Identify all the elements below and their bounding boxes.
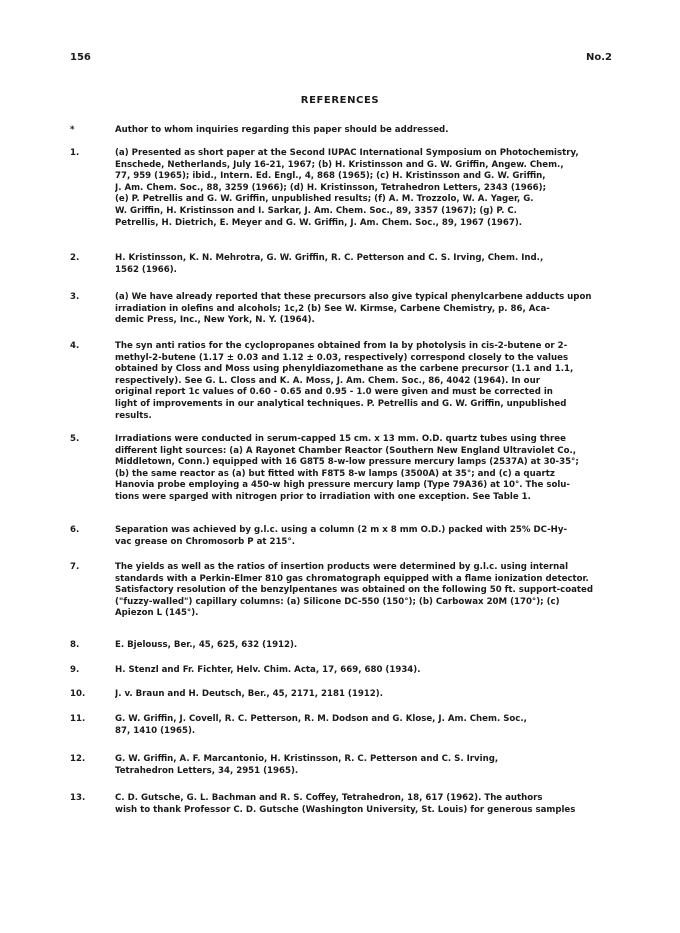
reference-number: 13. [70, 793, 86, 803]
reference-line: light of improvements in our analytical techniques. P. Petrellis and G. W. Griffin, unpublished [115, 398, 567, 409]
reference-line: (b) the same reactor as (a) but fitted with F8T5 8-w lamps (3500A) at 35°; and (c) a quartz [115, 468, 555, 479]
reference-line: demic Press, Inc., New York, N. Y. (1964). [115, 315, 315, 326]
reference-text [115, 434, 618, 504]
reference-number: 2. [70, 253, 80, 263]
reference-item [70, 793, 618, 816]
reference-text [115, 341, 618, 422]
reference-item [70, 640, 618, 652]
reference-item [70, 754, 618, 777]
reference-line: respectively). See G. L. Closs and K. A. Moss, J. Am. Chem. Soc., 86, 4042 (1964). In our [115, 375, 540, 386]
reference-item [70, 714, 618, 737]
reference-text [115, 292, 618, 327]
reference-line: H. Kristinsson, K. N. Mehrotra, G. W. Griffin, R. C. Petterson and C. S. Irving, Chem. Ind., [115, 253, 544, 263]
reference-line: The syn anti ratios for the cyclopropanes obtained from Ia by photolysis in cis-2-butene or 2- [115, 341, 568, 351]
reference-item [70, 148, 618, 229]
reference-text [115, 793, 618, 816]
reference-line: original report 1c values of 0.60 - 0.65 and 0.95 - 1.0 were given and must be corrected in [115, 387, 553, 398]
reference-number: 8. [70, 640, 80, 650]
reference-line: C. D. Gutsche, G. L. Bachman and R. S. Coffey, Tetrahedron, 18, 617 (1962). The authors [115, 793, 543, 803]
reference-text [115, 754, 618, 777]
reference-line: ("fuzzy-walled") capillary columns: (a) Silicone DC-550 (150°); (b) Carbowax 20M (170°); (c) [115, 596, 560, 607]
reference-line: E. Bjelouss, Ber., 45, 625, 632 (1912). [115, 640, 298, 650]
reference-line: obtained by Closs and Moss using phenyldiazomethane as the carbene precursor (1.1 and 1.1, [115, 364, 574, 375]
reference-number: 4. [70, 341, 80, 351]
reference-line: J. v. Braun and H. Deutsch, Ber., 45, 2171, 2181 (1912). [115, 689, 383, 699]
reference-line: (a) We have already reported that these precursors also give typical phenylcarbene adducts upon [115, 292, 592, 302]
reference-line: tions were sparged with nitrogen prior to irradiation with one exception. See Table 1. [115, 491, 531, 502]
reference-line: 1562 (1966). [115, 264, 177, 275]
reference-line: results. [115, 410, 152, 421]
reference-line: methyl-2-butene (1.17 ± 0.03 and 1.12 ± 0.03, respectively) correspond closely to the values [115, 352, 569, 363]
reference-line: Author to whom inquiries regarding this paper should be addressed. [115, 125, 449, 135]
page-number: 156 [70, 52, 91, 63]
reference-line: 87, 1410 (1965). [115, 725, 196, 736]
references-heading: REFERENCES [300, 95, 380, 106]
reference-number: 7. [70, 562, 80, 572]
reference-number: 3. [70, 292, 80, 302]
reference-text [115, 714, 618, 737]
reference-text [115, 525, 618, 548]
reference-line: G. W. Griffin, A. F. Marcantonio, H. Kristinsson, R. C. Petterson and C. S. Irving, [115, 754, 499, 764]
reference-line: Irradiations were conducted in serum-capped 15 cm. x 13 mm. O.D. quartz tubes using three [115, 434, 566, 444]
reference-text [115, 148, 618, 229]
reference-number: 10. [70, 689, 86, 699]
reference-line: J. Am. Chem. Soc., 88, 3259 (1966); (d) H. Kristinsson, Tetrahedron Letters, 2343 (1966); [115, 182, 547, 193]
reference-line: Apiezon L (145°). [115, 608, 199, 619]
reference-item [70, 665, 618, 677]
reference-item [70, 434, 618, 504]
reference-number: 1. [70, 148, 80, 158]
reference-number: 6. [70, 525, 80, 535]
reference-number: 11. [70, 714, 86, 724]
reference-line: Middletown, Conn.) equipped with 16 G8T5 8-w-low pressure mercury lamps (2537A) at 30-35°; [115, 457, 579, 468]
reference-text [115, 689, 618, 701]
reference-line: Petrellis, H. Dietrich, E. Meyer and G. W. Griffin, J. Am. Chem. Soc., 89, 1967 (1967). [115, 217, 523, 228]
reference-line: G. W. Griffin, J. Covell, R. C. Petterson, R. M. Dodson and G. Klose, J. Am. Chem. Soc., [115, 714, 527, 724]
reference-line: Satisfactory resolution of the benzylpentanes was obtained on the following 50 ft. support-coated [115, 585, 594, 596]
reference-text [115, 125, 618, 137]
reference-line: standards with a Perkin-Elmer 810 gas chromatograph equipped with a flame ionization detector. [115, 573, 589, 584]
reference-item [70, 292, 618, 327]
reference-number: * [70, 125, 75, 135]
reference-line: different light sources: (a) A Rayonet Chamber Reactor (Southern New England Ultraviolet Co., [115, 445, 577, 456]
reference-line: The yields as well as the ratios of insertion products were determined by g.l.c. using internal [115, 562, 569, 572]
reference-item [70, 341, 618, 422]
reference-number: 9. [70, 665, 80, 675]
reference-item [70, 253, 618, 276]
reference-line: Enschede, Netherlands, July 16-21, 1967; (b) H. Kristinsson and G. W. Griffin, Angew. Chem., [115, 159, 564, 170]
reference-line: 77, 959 (1965); ibid., Intern. Ed. Engl., 4, 868 (1965); (c) H. Kristinsson and G. W. Griffin, [115, 171, 546, 182]
reference-line: W. Griffin, H. Kristinsson and I. Sarkar, J. Am. Chem. Soc., 89, 3357 (1967); (g) P. C. [115, 205, 517, 216]
reference-item [70, 562, 618, 620]
reference-line: Separation was achieved by g.l.c. using a column (2 m x 8 mm O.D.) packed with 25% DC-Hy- [115, 525, 568, 535]
reference-line: (e) P. Petrellis and G. W. Griffin, unpublished results; (f) A. M. Trozzolo, W. A. Yager, G. [115, 194, 534, 205]
reference-item [70, 525, 618, 548]
reference-text [115, 562, 618, 620]
issue-number: No.2 [586, 52, 612, 63]
reference-line: irradiation in olefins and alcohols; 1c,2 (b) See W. Kirmse, Carbene Chemistry, p. 86, Aca- [115, 303, 550, 314]
reference-line: wish to thank Professor C. D. Gutsche (Washington University, St. Louis) for generous samples [115, 804, 576, 815]
reference-line: Hanovia probe employing a 450-w high pressure mercury lamp (Type 79A36) at 10°. The solu- [115, 480, 570, 491]
reference-item [70, 125, 618, 137]
reference-text [115, 665, 618, 677]
reference-line: (a) Presented as short paper at the Second IUPAC International Symposium on Photochemistry, [115, 148, 579, 158]
reference-text [115, 253, 618, 276]
reference-line: vac grease on Chromosorb P at 215°. [115, 536, 295, 547]
reference-text [115, 640, 618, 652]
reference-line: Tetrahedron Letters, 34, 2951 (1965). [115, 765, 299, 776]
reference-number: 5. [70, 434, 80, 444]
reference-item [70, 689, 618, 701]
reference-line: H. Stenzl and Fr. Fichter, Helv. Chim. Acta, 17, 669, 680 (1934). [115, 665, 421, 675]
reference-number: 12. [70, 754, 86, 764]
